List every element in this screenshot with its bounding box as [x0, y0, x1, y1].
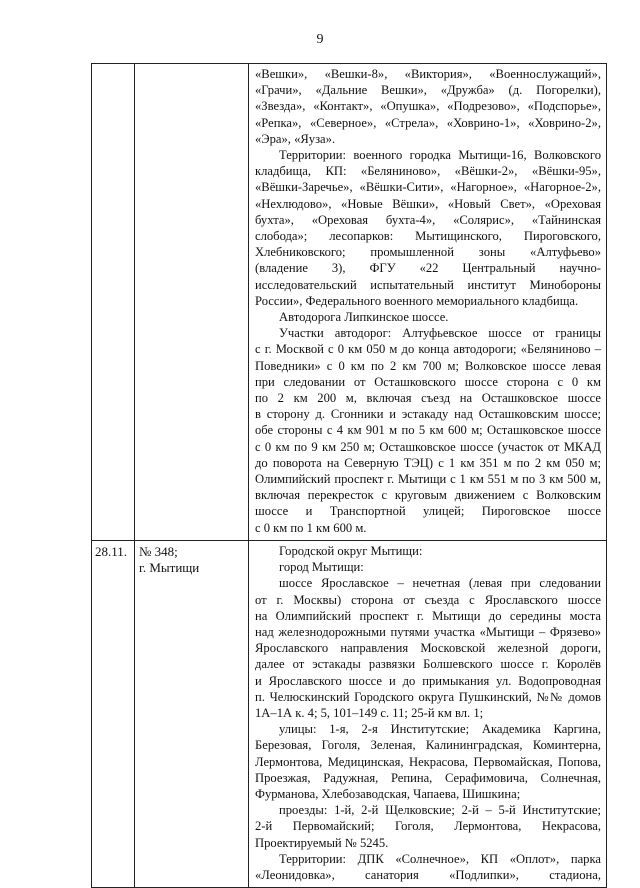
page-number: 9 [316, 32, 324, 47]
text-line: по 2 км 200 м, включая съезд на Осташковское шоссе [255, 391, 601, 406]
text-line: «Эра», «Яуза». [255, 131, 336, 146]
text-line: Участки автодорог: Алтуфьевское шоссе от границы [279, 326, 601, 341]
text-line: «Вешки», «Вешки-8», «Виктория», «Военнослужащий», [255, 67, 601, 81]
text-line: (владение 3), ФГУ «22 Центральный научно- [255, 261, 601, 276]
text-line: от г. Москвы) сторона от съезда с Ярославского шоссе [255, 592, 601, 607]
text-line: Автодорога Липкинское шоссе. [279, 310, 449, 325]
text-line: «Вёшки-Заречье», «Вёшки-Сити», «Нагорное», «Нагорное-2», [255, 180, 601, 195]
text-line: п. Челюскинский Городского округа Пушкинский, №№ домов [255, 689, 601, 704]
text-line: 1А–1А к. 4; 5, 101–149 с. 11; 25-й км вл. 1; [255, 705, 484, 720]
text-line: город Мытищи: [279, 560, 364, 575]
text-line: включая перекресток с круговым движением с Волковским [255, 488, 601, 503]
date-cell [92, 64, 135, 540]
document-number-cell: № 348; г. Мытищи [135, 541, 249, 887]
text-line: шоссе и Транспортной улицей; Пироговское шоссе [255, 504, 601, 519]
text-line: Проектируемый № 5245. [255, 835, 389, 850]
text-line: Поведники» с 0 км по 2 км 700 м; Волковское шоссе левая [255, 358, 601, 373]
text-line: Ярославского направления Московской железной дороги, [255, 641, 601, 656]
text-line: над железнодорожными путями участка «Мытищи – Фрязево» [255, 624, 601, 639]
text-line: обе стороны с 4 км 901 м по 5 км 600 м; Осташковское шоссе [255, 423, 601, 438]
text-line: Проезжая, Радужная, Репина, Серафимовича, Солнечная, [255, 770, 601, 785]
document-number-cell [135, 64, 249, 540]
text-line: слобода»; лесопарков: Мытищинского, Пироговского, [255, 229, 601, 244]
text-line: на Олимпийский проспект г. Мытищи до середины моста [255, 608, 601, 623]
text-line: России», Федерального военного мемориального кладбища. [255, 293, 579, 308]
text-line: Территории: ДПК «Солнечное», КП «Оплот», парка [279, 851, 601, 866]
text-line: Лермонтова, Медицинская, Некрасова, Первомайская, Попова, [255, 754, 601, 769]
schedule-table [91, 63, 607, 888]
table-row [92, 540, 606, 887]
content-cell [249, 541, 606, 887]
text-line: «Леонидовка», санатория «Подлипки», стадиона, [255, 867, 601, 882]
text-line: Фурманова, Хлебозаводская, Чапаева, Шишкина; [255, 786, 521, 801]
text-line: Хлебниковского; промышленной зоны «Алтуфьево» [255, 245, 601, 260]
text-line: проезды: 1-й, 2-й Щелковские; 2-й – 5-й Институтские; [279, 803, 601, 818]
date-cell: 28.11. [92, 541, 135, 887]
text-line: с г. Москвой с 0 км 050 м до конца автодороги; «Беляниново – [255, 342, 601, 357]
content-cell [249, 64, 606, 540]
text-line: бухта», «Ореховая бухта-4», «Солярис», «Тайнинская [255, 212, 601, 227]
text-line: исследовательский испытательный институт Минобороны [255, 277, 601, 292]
text-line: при следовании от Осташковского шоссе сторона с 0 км [255, 374, 601, 389]
text-line: улицы: 1-я, 2-я Институтские; Академика Каргина, [279, 722, 601, 737]
text-line: с 0 км по 9 км 250 м; Осташковское шоссе (участок от МКАД [255, 439, 601, 454]
text-line: с 0 км по 1 км 600 м. [255, 520, 367, 535]
text-line: в сторону д. Сгонники и эстакаду над Осташковским шоссе; [255, 407, 601, 422]
text-line: «Репка», «Северное», «Стрела», «Ховрино-1», «Ховрино-2», [255, 115, 601, 130]
text-line: «Звезда», «Контакт», «Опушка», «Подрезово», «Подспорье», [255, 99, 601, 114]
text-line: «Нехлюдово», «Новые Вёшки», «Новый Свет», «Ореховая [255, 196, 601, 211]
text-line: Городской округ Мытищи: [279, 543, 423, 558]
text-line: «Грачи», «Дальние Вешки», «Дружба» (д. Погорелки), [255, 83, 601, 98]
text-line: до поворота на Северную ТЭЦ) с 1 км 351 м по 2 км 050 м; [255, 455, 601, 470]
text-line: Территории: военного городка Мытищи-16, Волковского [279, 148, 601, 163]
text-line: и Ярославского шоссе и до примыкания ул. Водопроводная [255, 673, 601, 688]
text-line: 2-й Первомайский; Гоголя, Лермонтова, Некрасова, [255, 819, 601, 834]
table-row [92, 64, 606, 540]
text-line: Олимпийский проспект г. Мытищи с 1 км 551 м по 3 км 500 м, [255, 472, 601, 487]
text-line: Березовая, Гоголя, Зеленая, Калининградская, Коминтерна, [255, 738, 601, 753]
text-line: далее от эстакады развязки Болшевского шоссе г. Королёв [255, 657, 601, 672]
text-line: кладбища, КП: «Беляниново», «Вёшки-2», «Вёшки-95», [255, 164, 601, 179]
text-line: шоссе Ярославское – нечетная (левая при следовании [279, 576, 601, 591]
